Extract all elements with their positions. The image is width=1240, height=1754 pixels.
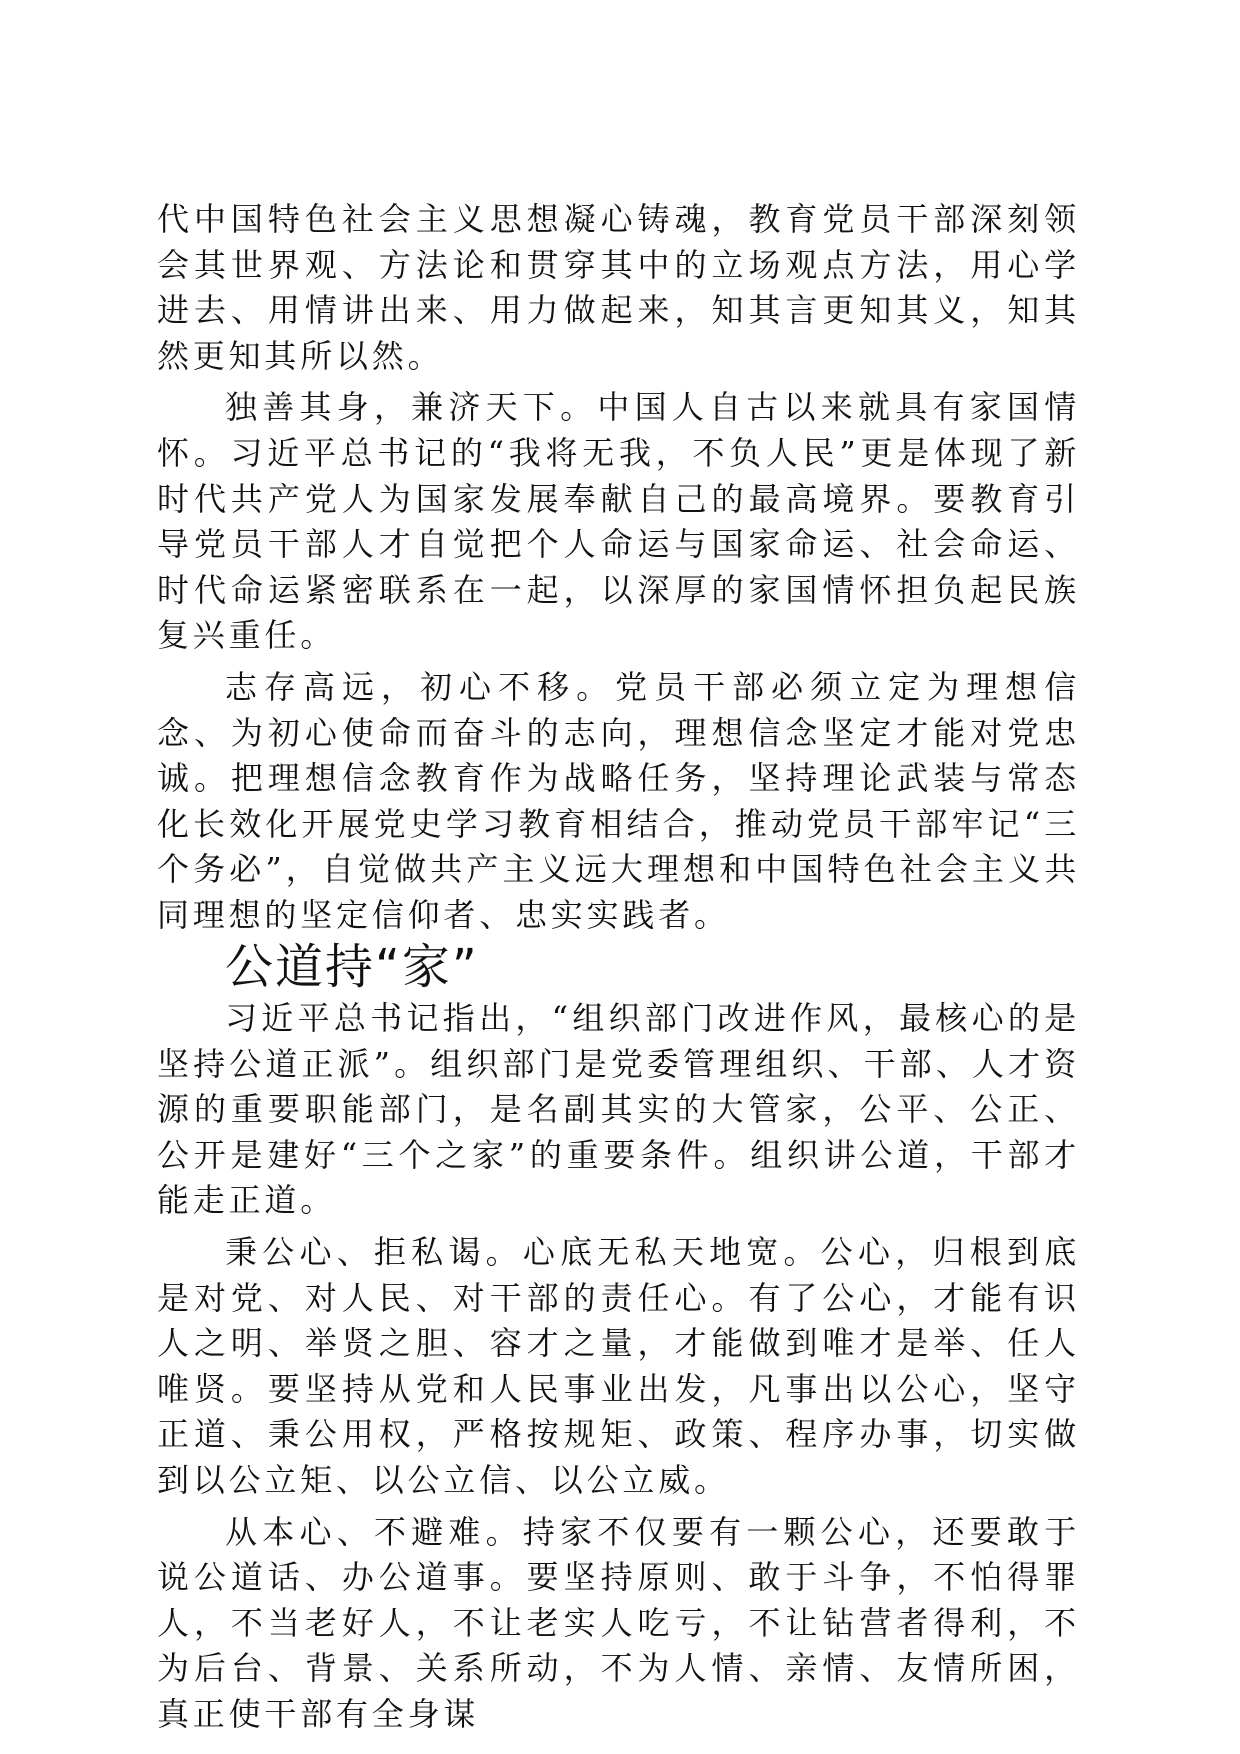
paragraph-aspiration: 志存高远，初心不移。党员干部必须立定为理想信念、为初心使命而奋斗的志向，理想信念坚定才能对党忠诚。把理想信念教育作为战略任务，坚持理论武装与常态化长效化开展党史学习教育相结合，推动党员干部牢记“三个务必”，自觉做共产主义远大理想和中国特色社会主义共同理想的坚定信仰者、忠实实践者。 xyxy=(157,667,1080,934)
paragraph-impartiality: 秉公心、拒私谒。心底无私天地宽。公心，归根到底是对党、对人民、对干部的责任心。有了公心，才能有识人之明、举贤之胆、容才之量，才能做到唯才是举、任人唯贤。要坚持从党和人民事业出发，凡事出以公心，坚守正道、秉公用权，严格按规矩、政策、程序办事，切实做到以公立矩、以公立信、以公立威。 xyxy=(157,1233,1080,1500)
section-heading: 公道持“家” xyxy=(225,938,479,995)
paragraph-family-country: 独善其身，兼济天下。中国人自古以来就具有家国情怀。习近平总书记的“我将无我，不负人民”更是体现了新时代共产党人为国家发展奉献自己的最高境界。要教育引导党员干部人才自觉把个人命运与国家命运、社会命运、时代命运紧密联系在一起，以深厚的家国情怀担负起民族复兴重任。 xyxy=(157,388,1080,655)
paragraph-continuation: 代中国特色社会主义思想凝心铸魂，教育党员干部深刻领会其世界观、方法论和贯穿其中的立场观点方法，用心学进去、用情讲出来、用力做起来，知其言更知其义，知其然更知其所以然。 xyxy=(157,200,1080,375)
document-body xyxy=(157,197,1080,1744)
paragraph-fairness-intro: 习近平总书记指出，“组织部门改进作风，最核心的是坚持公道正派”。组织部门是党委管理组织、干部、人才资源的重要职能部门，是名副其实的大管家，公平、公正、公开是建好“三个之家”的重要条件。组织讲公道，干部才能走正道。 xyxy=(157,999,1080,1220)
paragraph-courage: 从本心、不避难。持家不仅要有一颗公心，还要敢于说公道话、办公道事。要坚持原则、敢于斗争，不怕得罪人，不当老好人，不让老实人吃亏，不让钻营者得利，不为后台、背景、关系所动，不为人情、亲情、友情所困，真正使干部有全身谋 xyxy=(157,1512,1080,1733)
